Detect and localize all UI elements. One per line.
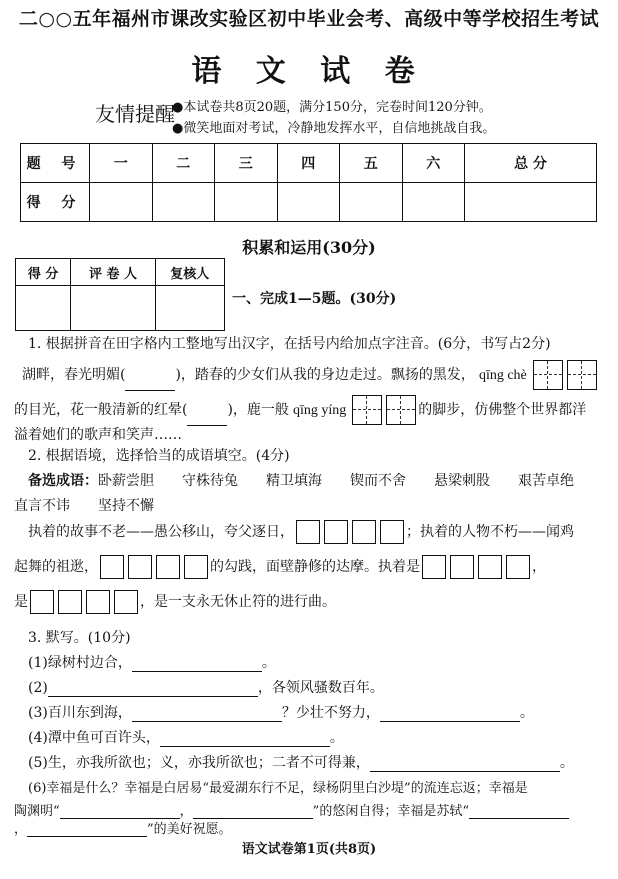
tianzige-box[interactable] xyxy=(567,360,597,390)
score-cell[interactable] xyxy=(90,183,153,222)
q3-text: (1)绿树村边合， xyxy=(28,655,132,671)
answer-box[interactable] xyxy=(86,590,110,614)
tianzige-box[interactable] xyxy=(352,395,382,425)
dictation-blank[interactable] xyxy=(380,707,520,722)
q1-text: 溢着她们的歌声和笑声…… xyxy=(14,427,182,443)
score-column: 三 xyxy=(215,144,278,183)
answer-box[interactable] xyxy=(128,555,152,579)
score-cell[interactable] xyxy=(402,183,465,222)
score-column: 六 xyxy=(402,144,465,183)
question-1-stem: 1. 根据拼音在田字格内工整地写出汉字，在括号内给加点字注音。(6分，书写占2分) xyxy=(28,336,551,352)
q3-text: 。 xyxy=(329,730,344,746)
idiom-options: 卧薪尝胆 守株待兔 精卫填海 锲而不舍 悬梁刺股 艰苦卓绝 xyxy=(98,473,574,489)
dictation-blank[interactable] xyxy=(193,804,313,819)
q2-text: ， xyxy=(532,559,546,575)
q3-text: 。 xyxy=(261,655,276,671)
q3-text: ，各领风骚数百年。 xyxy=(257,680,384,696)
score-cell[interactable] xyxy=(340,183,403,222)
dictation-blank[interactable] xyxy=(160,732,330,747)
q3-text: ？少壮不努力， xyxy=(281,705,380,721)
answer-box[interactable] xyxy=(380,520,404,544)
page-title: 语 文 试 卷 xyxy=(191,54,427,89)
answer-box[interactable] xyxy=(184,555,208,579)
reminder-item: ●微笑地面对考试，冷静地发挥水平，自信地挑战自我。 xyxy=(172,121,496,136)
q3-text: (4)潭中鱼可百许头， xyxy=(28,730,160,746)
score-column: 四 xyxy=(277,144,340,183)
answer-box[interactable] xyxy=(30,590,54,614)
q3-text: ”的美好祝愿。 xyxy=(147,822,232,837)
grader-cell[interactable] xyxy=(16,286,71,331)
q3-text: ”的悠闲自得；幸福是苏轼“ xyxy=(312,804,469,819)
answer-box[interactable] xyxy=(450,555,474,579)
dictation-blank[interactable] xyxy=(469,804,569,819)
pinyin-blank[interactable] xyxy=(125,376,175,391)
q1-text: 的脚步，仿佛整个世界都洋 xyxy=(418,402,587,418)
q2-text: 起舞的祖逖， xyxy=(14,559,98,575)
grader-header: 复核人 xyxy=(155,259,224,286)
exam-header: 二○○五年福州市课改实验区初中毕业会考、高级中等学校招生考试 xyxy=(18,8,600,30)
grader-table xyxy=(15,258,225,331)
q2-text: 是 xyxy=(14,594,28,610)
q1-text: 的目光，花一般清新的红晕( xyxy=(14,402,188,418)
dictation-blank[interactable] xyxy=(132,707,282,722)
score-row-header: 得 分 xyxy=(21,183,90,222)
q3-text: (3)百川东到海， xyxy=(28,705,132,721)
idiom-options: 直言不讳 坚持不懈 xyxy=(14,498,154,514)
answer-box[interactable] xyxy=(352,520,376,544)
score-column: 二 xyxy=(152,144,215,183)
answer-box[interactable] xyxy=(506,555,530,579)
score-column: 总 分 xyxy=(465,144,597,183)
score-cell[interactable] xyxy=(277,183,340,222)
q3-text: 。 xyxy=(559,755,574,771)
pinyin-blank[interactable] xyxy=(187,411,227,426)
answer-box[interactable] xyxy=(478,555,502,579)
answer-box[interactable] xyxy=(422,555,446,579)
dictation-blank[interactable] xyxy=(370,757,560,772)
q3-text: ， xyxy=(14,822,28,837)
reminder-label: 友情提醒 xyxy=(95,104,175,126)
tianzige-box[interactable] xyxy=(533,360,563,390)
answer-box[interactable] xyxy=(324,520,348,544)
question-3-stem: 3. 默写。(10分) xyxy=(28,630,131,646)
score-column: 五 xyxy=(340,144,403,183)
q1-pinyin: qīng yíng xyxy=(292,403,347,418)
grader-header: 得 分 xyxy=(16,259,71,286)
q1-text: )，鹿一般 xyxy=(227,402,289,418)
q1-text: )，踏春的少女们从我的身边走过。飘扬的黑发， xyxy=(175,367,475,383)
dictation-blank[interactable] xyxy=(132,657,262,672)
dictation-blank[interactable] xyxy=(27,822,147,837)
question-2-stem: 2. 根据语境，选择恰当的成语填空。(4分) xyxy=(28,448,290,464)
dictation-blank[interactable] xyxy=(60,804,180,819)
score-cell[interactable] xyxy=(215,183,278,222)
score-table xyxy=(20,143,597,222)
answer-box[interactable] xyxy=(100,555,124,579)
page-footer: 语文试卷第1页(共8页) xyxy=(241,842,377,857)
q1-text: 湖畔，春光明媚( xyxy=(22,367,126,383)
score-column: 一 xyxy=(90,144,153,183)
q3-text: (6)幸福是什么？幸福是白居易“最爱湖东行不足，绿杨阴里白沙堤”的流连忘返；幸福是 xyxy=(28,781,528,796)
q2-text: 的勾践，面壁静修的达摩。执着是 xyxy=(210,559,420,575)
q2-text: ；执着的人物不朽——闻鸡 xyxy=(406,524,574,540)
q3-text: 。 xyxy=(519,705,534,721)
q3-text: (5)生，亦我所欲也；义，亦我所欲也；二者不可得兼， xyxy=(28,755,370,771)
part-title: 一、完成1—5题。(30分) xyxy=(232,291,397,307)
options-label: 备选成语： xyxy=(28,473,98,489)
score-cell[interactable] xyxy=(152,183,215,222)
answer-box[interactable] xyxy=(114,590,138,614)
score-row-header: 题 号 xyxy=(21,144,90,183)
tianzige-box[interactable] xyxy=(386,395,416,425)
answer-box[interactable] xyxy=(58,590,82,614)
answer-box[interactable] xyxy=(296,520,320,544)
grader-header: 评 卷 人 xyxy=(71,259,155,286)
grader-cell[interactable] xyxy=(155,286,224,331)
grader-cell[interactable] xyxy=(71,286,155,331)
section-title: 积累和运用(30分) xyxy=(242,238,376,257)
score-cell[interactable] xyxy=(465,183,597,222)
q3-text: 陶渊明“ xyxy=(14,804,60,819)
q3-text: ， xyxy=(179,804,193,819)
answer-box[interactable] xyxy=(156,555,180,579)
q2-text: 执着的故事不老——愚公移山，夸父逐日， xyxy=(28,524,294,540)
reminder-item: ●本试卷共8页20题，满分150分，完卷时间120分钟。 xyxy=(172,100,492,115)
q2-text: ，是一支永无休止符的进行曲。 xyxy=(140,594,336,610)
q1-pinyin: qīng chè xyxy=(478,368,527,383)
dictation-blank[interactable] xyxy=(48,682,258,697)
